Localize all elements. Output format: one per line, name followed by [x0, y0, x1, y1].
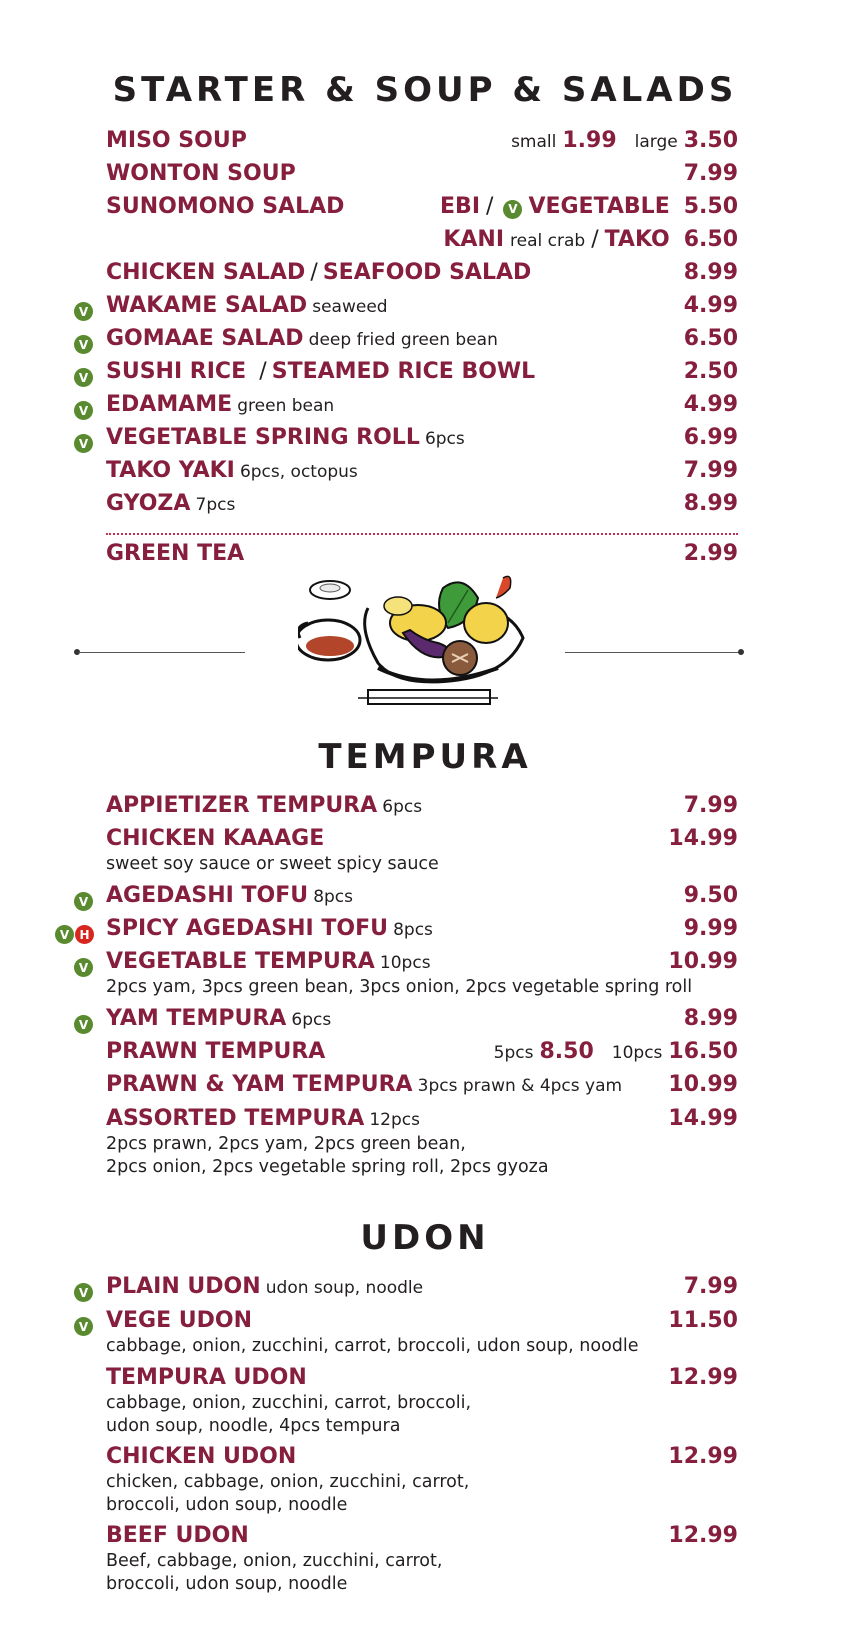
item-name: CHICKEN UDON [106, 1444, 297, 1469]
item-price: 7.99 [683, 458, 738, 483]
item-description-line-1: chicken, cabbage, onion, zucchini, carrot, [106, 1472, 470, 1492]
item-price: 14.99 [668, 826, 738, 851]
size-prices [482, 1039, 738, 1064]
item-description: sweet soy sauce or sweet spicy sauce [106, 854, 439, 874]
menu-item-vegetable-spring-roll [106, 425, 738, 455]
item-name: MISO SOUP [106, 128, 247, 153]
item-name: SEAFOOD SALAD [322, 260, 532, 285]
price-small: 8.50 [539, 1039, 594, 1064]
item-name: APPIETIZER TEMPURA [106, 793, 378, 818]
item-label [106, 293, 388, 318]
item-price: 11.50 [668, 1308, 738, 1333]
divider-dot-right [738, 649, 744, 655]
item-label [106, 793, 422, 818]
item-name: SPICY AGEDASHI TOFU [106, 916, 388, 941]
item-price: 7.99 [683, 793, 738, 818]
sunomono-options-1 [440, 194, 738, 219]
item-description-line-1: 2pcs prawn, 2pcs yam, 2pcs green bean, [106, 1134, 466, 1154]
item-label [106, 916, 433, 941]
section-title-udon: UDON [360, 1218, 490, 1258]
menu-item-gomaae-salad [106, 326, 738, 356]
item-name: YAM TEMPURA [106, 1006, 287, 1031]
item-price: 10.99 [668, 949, 738, 974]
item-description: 2pcs yam, 3pcs green bean, 3pcs onion, 2pcs vegetable spring roll [106, 977, 693, 997]
menu-item-prawn-tempura [106, 1039, 738, 1069]
item-name: PRAWN TEMPURA [106, 1039, 326, 1064]
item-name: ASSORTED TEMPURA [106, 1106, 365, 1131]
item-name: STEAMED RICE BOWL [271, 359, 536, 384]
item-label [106, 1274, 423, 1299]
item-label [106, 1006, 331, 1031]
menu-item-green-tea [106, 541, 738, 571]
divider-line-left [78, 652, 245, 653]
item-price: 4.99 [683, 293, 738, 318]
item-name: SUSHI RICE [106, 359, 247, 384]
option-ebi: EBI [440, 194, 481, 219]
item-description-line-2: udon soup, noodle, 4pcs tempura [106, 1416, 401, 1436]
vegetarian-icon: V [74, 958, 93, 977]
item-price: 2.50 [683, 359, 738, 384]
menu-item-edamame [106, 392, 738, 422]
item-note: seaweed [312, 297, 388, 317]
item-name: AGEDASHI TOFU [106, 883, 309, 908]
item-name: SUNOMONO SALAD [106, 194, 345, 219]
sunomono-options-2 [443, 227, 738, 252]
item-price: 9.50 [683, 883, 738, 908]
vegetarian-icon: V [74, 892, 93, 911]
item-label [106, 326, 498, 351]
menu-item-plain-udon [106, 1274, 738, 1304]
item-price: 8.99 [683, 491, 738, 516]
item-label [106, 1072, 622, 1097]
item-description-line-2: broccoli, udon soup, noodle [106, 1495, 348, 1515]
price-large: 3.50 [683, 128, 738, 153]
item-price: 12.99 [668, 1444, 738, 1469]
item-note: green bean [237, 396, 335, 416]
menu-item-prawn-yam-tempura [106, 1072, 738, 1102]
hot-spicy-icon: H [75, 925, 94, 944]
section-title-starters: STARTER & SOUP & SALADS [112, 70, 738, 110]
item-name: CHICKEN SALAD [106, 260, 306, 285]
item-price: 8.99 [683, 260, 738, 285]
menu-item-appetizer-tempura [106, 793, 738, 823]
menu-item-miso-soup [106, 128, 738, 158]
item-description-line-1: cabbage, onion, zucchini, carrot, broccoli, [106, 1393, 472, 1413]
size-label-small: small [511, 132, 557, 152]
menu-item-chicken-seafood-salad [106, 260, 738, 290]
item-note: 7pcs [195, 495, 236, 515]
item-note: 6pcs [382, 797, 423, 817]
vegetarian-icon: V [74, 1283, 93, 1302]
item-price: 2.99 [683, 541, 738, 566]
item-price: 14.99 [668, 1106, 738, 1131]
item-price: 6.50 [683, 227, 738, 252]
option-vegetable: VEGETABLE [528, 194, 670, 219]
item-note: 12pcs [369, 1110, 420, 1130]
item-label [106, 425, 465, 450]
item-name: TAKO YAKI [106, 458, 235, 483]
item-label [106, 1106, 420, 1131]
separator: / [259, 359, 267, 384]
separator: / [486, 194, 494, 219]
item-note: real crab [510, 231, 586, 251]
item-label [106, 883, 353, 908]
separator: / [591, 227, 599, 252]
item-note: 6pcs, octopus [239, 462, 358, 482]
item-price: 12.99 [668, 1365, 738, 1390]
item-label [106, 949, 431, 974]
item-price: 5.50 [683, 194, 738, 219]
item-price: 9.99 [683, 916, 738, 941]
vegetarian-icon: V [74, 368, 93, 387]
item-name: VEGETABLE SPRING ROLL [106, 425, 420, 450]
option-kani: KANI [443, 227, 505, 252]
vegetarian-icon: V [74, 401, 93, 420]
item-description-line-2: 2pcs onion, 2pcs vegetable spring roll, 2pcs gyoza [106, 1157, 549, 1177]
item-note: 6pcs [424, 429, 465, 449]
dotted-divider [106, 533, 738, 535]
vegetarian-icon: V [503, 200, 522, 219]
menu-item-rice [106, 359, 738, 389]
item-description-line-2: broccoli, udon soup, noodle [106, 1574, 348, 1594]
price-small: 1.99 [562, 128, 617, 153]
item-note: 6pcs [291, 1010, 332, 1030]
item-name: GYOZA [106, 491, 191, 516]
item-label [106, 458, 358, 483]
divider-line-right [565, 652, 740, 653]
item-name: GREEN TEA [106, 541, 245, 566]
option-tako: TAKO [604, 227, 670, 252]
item-price: 7.99 [683, 1274, 738, 1299]
size-label-large: large [634, 132, 678, 152]
item-note: udon soup, noodle [265, 1278, 424, 1298]
item-names [106, 359, 535, 384]
item-price: 10.99 [668, 1072, 738, 1097]
size-label-large: 10pcs [611, 1043, 663, 1063]
menu-item-wakame-salad [106, 293, 738, 323]
item-name: PRAWN & YAM TEMPURA [106, 1072, 413, 1097]
item-price: 6.50 [683, 326, 738, 351]
menu-item-sunomono-salad [106, 194, 738, 224]
vegetarian-icon: V [55, 925, 74, 944]
item-name: CHICKEN KAAAGE [106, 826, 325, 851]
item-name: EDAMAME [106, 392, 233, 417]
item-description: cabbage, onion, zucchini, carrot, broccoli, udon soup, noodle [106, 1336, 639, 1356]
separator: / [310, 260, 318, 285]
menu-item-gyoza [106, 491, 738, 521]
item-note: 8pcs [313, 887, 354, 907]
section-title-tempura: TEMPURA [318, 737, 532, 777]
vegetarian-icon: V [74, 302, 93, 321]
item-note: 3pcs prawn & 4pcs yam [417, 1076, 623, 1096]
vegetarian-icon: V [74, 434, 93, 453]
item-name: GOMAAE SALAD [106, 326, 304, 351]
menu-item-agedashi-tofu [106, 883, 738, 913]
item-name: WAKAME SALAD [106, 293, 308, 318]
menu-item-sunomono-options-2 [106, 227, 738, 257]
vegetarian-icon: V [74, 1317, 93, 1336]
item-price: 12.99 [668, 1523, 738, 1548]
item-names [106, 260, 531, 285]
item-label [106, 392, 334, 417]
item-note: 10pcs [379, 953, 431, 973]
vegetarian-icon: V [74, 335, 93, 354]
vegetarian-icon: V [74, 1015, 93, 1034]
size-prices [499, 128, 738, 153]
item-description-line-1: Beef, cabbage, onion, zucchini, carrot, [106, 1551, 443, 1571]
price-large: 16.50 [668, 1039, 738, 1064]
item-price: 4.99 [683, 392, 738, 417]
item-price: 6.99 [683, 425, 738, 450]
item-price: 8.99 [683, 1006, 738, 1031]
menu-item-wonton-soup [106, 161, 738, 191]
item-name: VEGE UDON [106, 1308, 253, 1333]
item-name: WONTON SOUP [106, 161, 296, 186]
menu-item-spicy-agedashi-tofu [106, 916, 738, 946]
item-name: BEEF UDON [106, 1523, 249, 1548]
item-note: 8pcs [393, 920, 433, 940]
size-label-small: 5pcs [493, 1043, 534, 1063]
item-note: deep fried green bean [308, 330, 498, 350]
item-label [106, 491, 235, 516]
item-name: PLAIN UDON [106, 1274, 261, 1299]
tempura-illustration [298, 568, 530, 710]
menu-item-yam-tempura [106, 1006, 738, 1036]
menu-item-tako-yaki [106, 458, 738, 488]
item-name: TEMPURA UDON [106, 1365, 307, 1390]
item-name: VEGETABLE TEMPURA [106, 949, 375, 974]
item-price: 7.99 [683, 161, 738, 186]
